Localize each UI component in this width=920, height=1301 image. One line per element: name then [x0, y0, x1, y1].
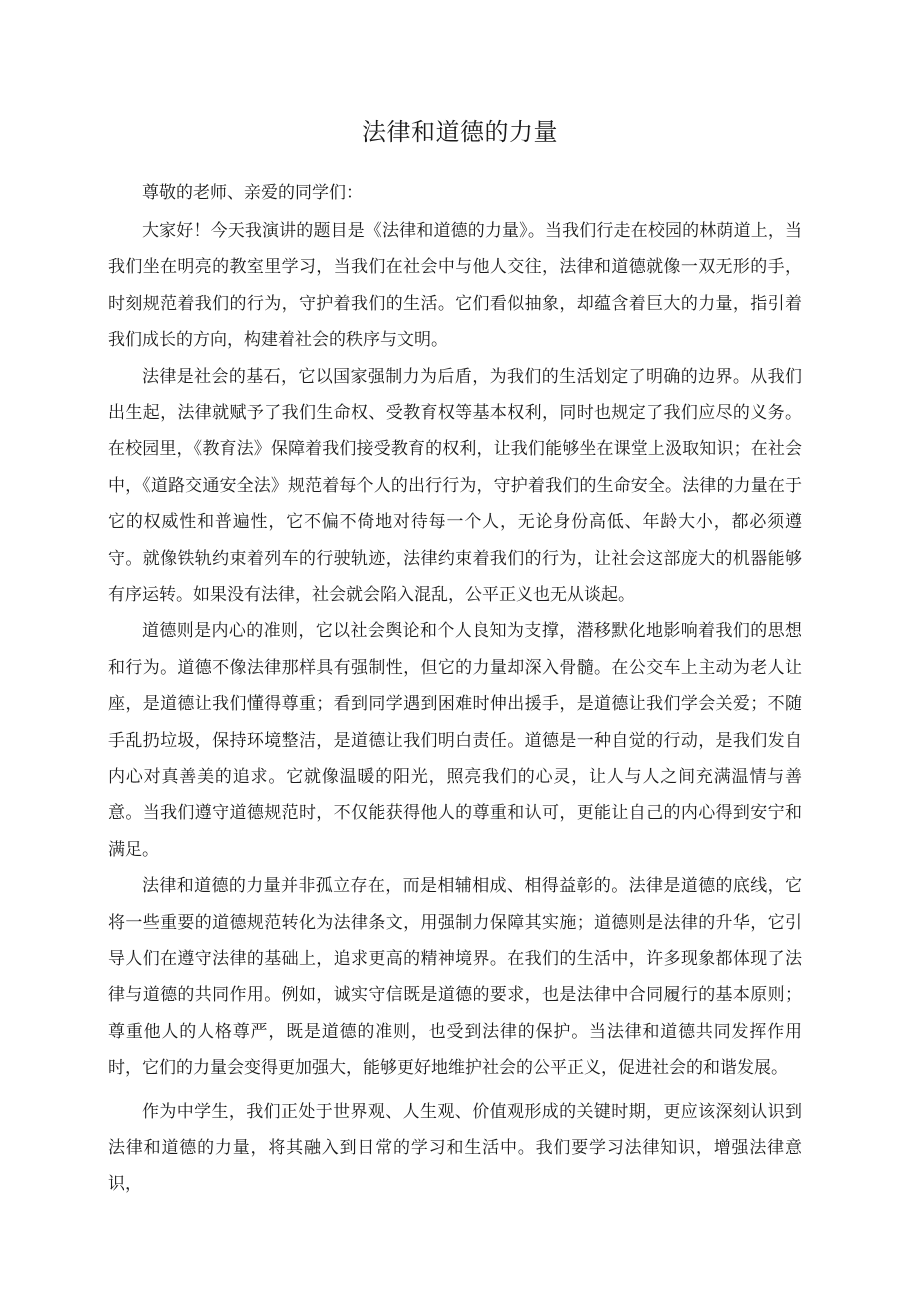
- paragraph-law-and-morality: 法律和道德的力量并非孤立存在，而是相辅相成、相得益彰的。法律是道德的底线，它将一些重要的道德规范转化为法律条文，用强制力保障其实施；道德则是法律的升华，它引导人们在遵守法律的基础上，追求更高的精神境界。在我们的生活中，许多现象都体现了法律与道德的共同作用。例如，诚实守信既是道德的要求，也是法律中合同履行的基本原则；尊重他人的人格尊严，既是道德的准则，也受到法律的保护。当法律和道德共同发挥作用时，它们的力量会变得更加强大，能够更好地维护社会的公平正义，促进社会的和谐发展。: [108, 876, 802, 1079]
- document-title: 法律和道德的力量: [362, 118, 558, 146]
- paragraph-law: 法律是社会的基石，它以国家强制力为后盾，为我们的生活划定了明确的边界。从我们出生起，法律就赋予了我们生命权、受教育权等基本权利，同时也规定了我们应尽的义务。在校园里，《教育法》保障着我们接受教育的权利，让我们能够坐在课堂上汲取知识；在社会中，《道路交通安全法》规范着每个人的出行行为，守护着我们的生命安全。法律的力量在于它的权威性和普遍性，它不偏不倚地对待每一个人，无论身份高低、年龄大小，都必须遵守。就像铁轨约束着列车的行驶轨迹，法律约束着我们的行为，让社会这部庞大的机器能够有序运转。如果没有法律，社会就会陷入混乱，公平正义也无从谈起。: [108, 366, 802, 605]
- paragraph-morality: 道德则是内心的准则，它以社会舆论和个人良知为支撑，潜移默化地影响着我们的思想和行为。道德不像法律那样具有强制性，但它的力量却深入骨髓。在公交车上主动为老人让座，是道德让我们懂得尊重；看到同学遇到困难时伸出援手，是道德让我们学会关爱；不随手乱扔垃圾，保持环境整洁，是道德让我们明白责任。道德是一种自觉的行动，是我们发自内心对真善美的追求。它就像温暖的阳光，照亮我们的心灵，让人与人之间充满温情与善意。当我们遵守道德规范时，不仅能获得他人的尊重和认可，更能让自己的内心得到安宁和满足。: [108, 621, 802, 860]
- salutation: 尊敬的老师、亲爱的同学们：: [142, 183, 363, 203]
- document-body: [108, 175, 802, 1203]
- paragraph-students: 作为中学生，我们正处于世界观、人生观、价值观形成的关键时期，更应该深刻认识到法律和道德的力量，将其融入到日常的学习和生活中。我们要学习法律知识，增强法律意识，: [108, 1101, 802, 1195]
- paragraph-greeting: 大家好！今天我演讲的题目是《法律和道德的力量》。当我们行走在校园的林荫道上，当我们坐在明亮的教室里学习，当我们在社会中与他人交往，法律和道德就像一双无形的手，时刻规范着我们的行为，守护着我们的生活。它们看似抽象，却蕴含着巨大的力量，指引着我们成长的方向，构建着社会的秩序与文明。: [108, 220, 802, 351]
